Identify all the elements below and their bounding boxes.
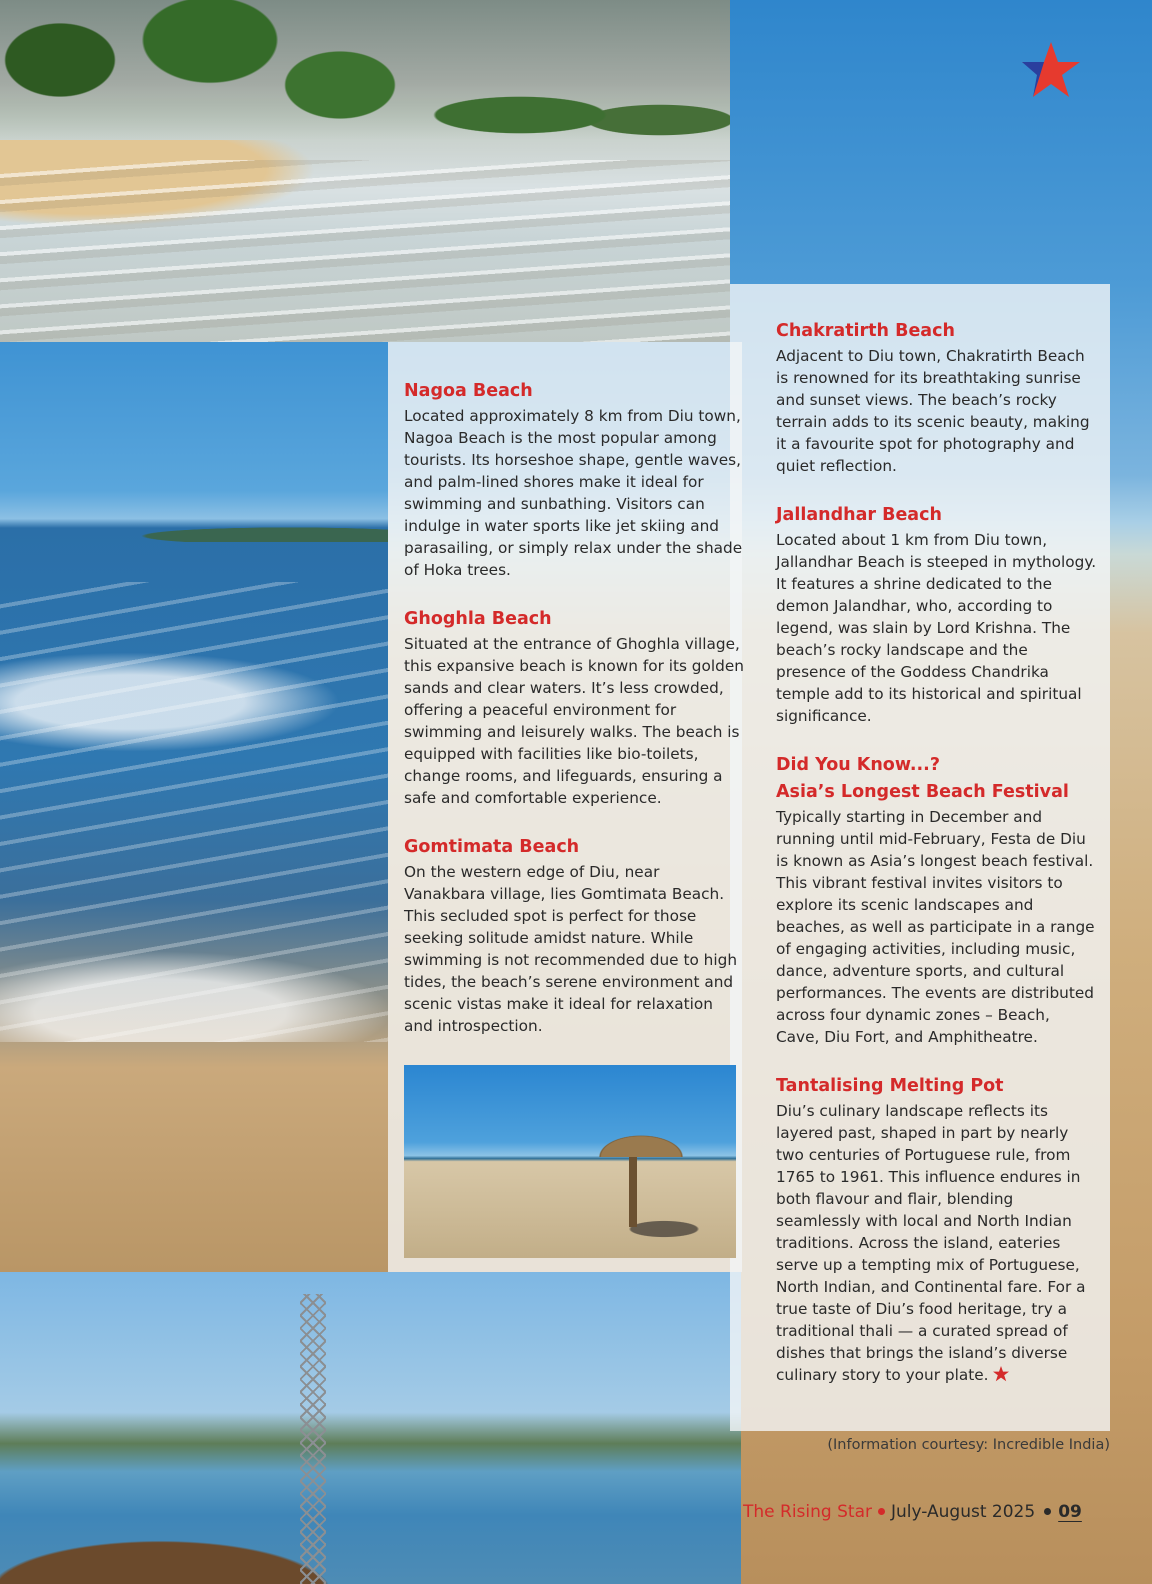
- section-ghoghla: [404, 608, 744, 809]
- section-title: Ghoghla Beach: [404, 609, 552, 629]
- photo-sea-waves: [0, 342, 388, 1272]
- section-title: Chakratirth Beach: [776, 321, 955, 341]
- left-column: [404, 380, 744, 1064]
- photo-nagoa-beach-crowd: [0, 0, 730, 342]
- issue-date: July-August 2025: [890, 1502, 1036, 1522]
- page-number: 09: [1058, 1502, 1082, 1522]
- section-title: Tantalising Melting Pot: [776, 1076, 1004, 1096]
- rocky-cliff: [0, 1482, 420, 1584]
- photo-thatched-umbrella: [404, 1065, 736, 1258]
- magazine-name: The Rising Star: [743, 1502, 872, 1522]
- section-body: Located about 1 km from Diu town, Jallandhar Beach is steeped in mythology. It features a shrine dedicated to the demon Jalandhar, who, according to legend, was slain by Lord Krishna. The beach’s rocky landscape and the presence of the Goddess Chandrika temple add to its historical and spiritual significance.: [776, 531, 1097, 725]
- umbrella-pole: [629, 1149, 637, 1227]
- section-melting-pot: [776, 1075, 1098, 1386]
- section-body: Adjacent to Diu town, Chakratirth Beach is renowned for its breathtaking sunrise and sunset views. The beach’s rocky terrain adds to its scenic beauty, making it a favourite spot for photography and quiet reflection.: [776, 347, 1090, 475]
- surf-waves: [0, 160, 730, 342]
- section-title: Asia’s Longest Beach Festival: [776, 782, 1069, 802]
- separator-dot: [1044, 1508, 1051, 1515]
- umbrella-shadow: [609, 1215, 719, 1243]
- section-body-text: Diu’s culinary landscape reflects its layered past, shaped in part by nearly two centuries of Portuguese rule, from 1765 to 1961. This influence endures in both flavour and flair, blending seamlessly with local and North Indian traditions. Across the island, eateries serve up a tempting mix of Portuguese, North Indian, and Continental fare. For a true taste of Diu’s food heritage, try a traditional thali — a curated spread of dishes that brings the island’s diverse culinary story to your plate.: [776, 1102, 1086, 1384]
- distant-island: [0, 522, 388, 542]
- section-gomtimata: [404, 836, 744, 1037]
- separator-dot: [878, 1508, 885, 1515]
- courtesy-note: (Information courtesy: Incredible India): [827, 1437, 1110, 1453]
- star-logo-icon: [1022, 42, 1080, 98]
- photo-coastline-tower: [0, 1272, 741, 1584]
- section-title: Gomtimata Beach: [404, 837, 580, 857]
- wave-foam: [0, 582, 388, 1042]
- section-title: Nagoa Beach: [404, 381, 533, 401]
- section-nagoa: [404, 380, 744, 581]
- umbrella-canopy: [576, 1123, 706, 1157]
- section-did-you-know: [776, 754, 1098, 1048]
- palm-trees: [0, 0, 730, 140]
- did-you-know-kicker: Did You Know...?: [776, 755, 940, 775]
- right-column: [776, 320, 1098, 1413]
- page-footer: [743, 1500, 1123, 1526]
- section-body: Situated at the entrance of Ghoghla village, this expansive beach is known for its golden sands and clear waters. It’s less crowded, offering a peaceful environment for swimming and leisurely walks. The beach is equipped with facilities like bio-toilets, change rooms, and lifeguards, ensuring a safe and comfortable experience.: [404, 635, 744, 807]
- section-body: Located approximately 8 km from Diu town, Nagoa Beach is the most popular among tourists. Its horseshoe shape, gentle waves, and palm-lined shores make it ideal for swimming and sunbathing. Visitors can indulge in water sports like jet skiing and parasailing, or simply relax under the shade of Hoka trees.: [404, 407, 743, 579]
- section-body: Typically starting in December and running until mid-February, Festa de Diu is known as Asia’s longest beach festival. This vibrant festival invites visitors to explore its scenic landscapes and beaches, as well as participate in a range of engaging activities, including music, dance, adventure sports, and cultural performances. The events are distributed across four dynamic zones – Beach, Cave, Diu Fort, and Amphitheatre.: [776, 808, 1095, 1046]
- section-body: [776, 1100, 1098, 1386]
- end-star-icon: [993, 1366, 1009, 1382]
- section-chakratirth: [776, 320, 1098, 477]
- section-jallandhar: [776, 504, 1098, 727]
- section-title: Jallandhar Beach: [776, 505, 942, 525]
- section-body: On the western edge of Diu, near Vanakbara village, lies Gomtimata Beach. This secluded spot is perfect for those seeking solitude amidst nature. While swimming is not recommended due to high tides, the beach’s serene environment and scenic vistas make it ideal for relaxation and introspection.: [404, 863, 738, 1035]
- lattice-tower: [300, 1294, 326, 1584]
